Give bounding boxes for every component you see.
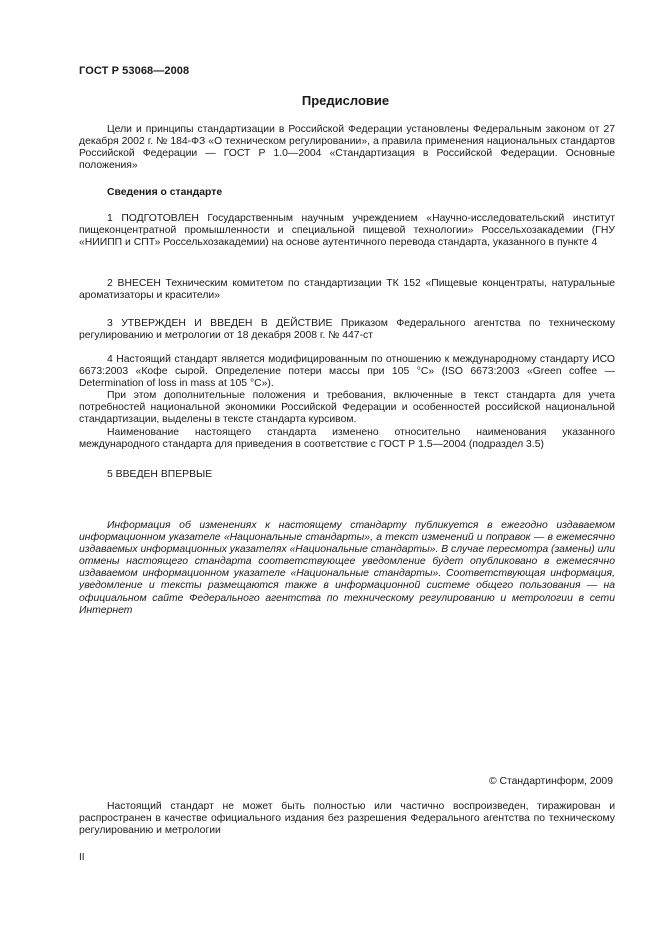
intro-block xyxy=(79,124,615,172)
item-5: 5 ВВЕДЕН ВПЕРВЫЕ xyxy=(107,469,213,480)
item-3: 3 УТВЕРЖДЕН И ВВЕДЕН В ДЕЙСТВИЕ Приказом Федерального агентства по техническому регулированию и метрологии от 18 декабря 2008 г. № 447-ст xyxy=(79,318,615,342)
subheading-block xyxy=(79,187,615,199)
item-1: 1 ПОДГОТОВЛЕН Государственным научным учреждением «Научно-исследовательский институт пищеконцентратной промышленности и специальной пищевой технологии» Россельхозакадемии (ГНУ «НИИПП и СПТ» Россельхозакадемии) на основе аутентичного перевода стандарта, указанного в пункте 4 xyxy=(79,213,615,249)
item-4: 4 Настоящий стандарт является модифицированным по отношению к международному стандарту ИСО 6673:2003 «Кофе сырой. Определение потери массы при 105 °С» (ISO 6673:2003 «Green coffee — Determination of loss in mass at 105 °C»). xyxy=(79,354,615,390)
item-4-additions: При этом дополнительные положения и требования, включенные в текст стандарта для учета потребностей национальной экономики Российской Федерации и особенностей российской национальной стандартизации, выделены в тексте стандарта курсивом. xyxy=(79,390,615,426)
page-number: II xyxy=(79,852,85,863)
intro-paragraph: Цели и принципы стандартизации в Российской Федерации установлены Федеральным законом от 27 декабря 2002 г. № 184-ФЗ «О техническом регулировании», а правила применения национальных стандартов Российской Федерации — ГОСТ Р 1.0—2004 «Стандартизация в Российской Федерации. Основные положения» xyxy=(79,124,615,172)
item-4-block xyxy=(79,354,615,451)
item-2-block xyxy=(79,278,615,302)
standard-code-header: ГОСТ Р 53068—2008 xyxy=(79,65,190,77)
subheading: Сведения о стандарте xyxy=(107,187,223,198)
copyright: © Стандартинформ, 2009 xyxy=(488,776,613,787)
item-2: 2 ВНЕСЕН Техническим комитетом по стандартизации ТК 152 «Пищевые концентраты, натуральные ароматизаторы и красители» xyxy=(79,278,615,302)
notice-block xyxy=(79,520,615,617)
notice-paragraph: Информация об изменениях к настоящему стандарту публикуется в ежегодно издаваемом информационном указателе «Национальные стандарты», а текст изменений и поправок — в ежемесячно издаваемых информационных указателях «Национальные стандарты». В случае пересмотра (замены) или отмены настоящего стандарта соответствующее уведомление будет опубликовано в ежемесячно издаваемом информационном указателе «Национальные стандарты». Соответствующая информация, уведомление и тексты размещаются также в информационной системе общего пользования — на официальном сайте Федерального агентства по техническому регулированию и метрологии в сети Интернет xyxy=(79,520,615,616)
footer-notice-block xyxy=(79,801,615,837)
item-5-block xyxy=(79,469,615,481)
item-4-name-change: Наименование настоящего стандарта изменено относительно наименования указанного международного стандарта для приведения в соответствие с ГОСТ Р 1.5—2004 (подраздел 3.5) xyxy=(79,426,615,450)
item-3-block xyxy=(79,318,615,342)
item-1-block xyxy=(79,213,615,249)
page-title: Предисловие xyxy=(301,93,390,108)
footer-notice: Настоящий стандарт не может быть полностью или частично воспроизведен, тиражирован и распространен в качестве официального издания без разрешения Федерального агентства по техническому регулированию и метрологии xyxy=(79,801,615,837)
